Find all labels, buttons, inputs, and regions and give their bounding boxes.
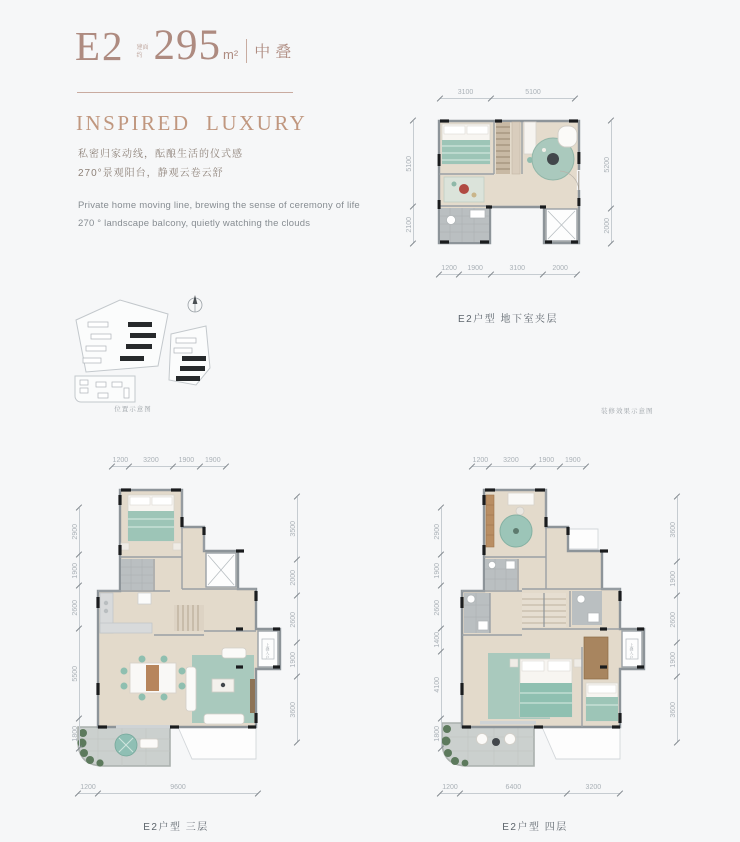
dim-label: 1900 (670, 571, 677, 587)
dim-label: 1900 (467, 265, 483, 272)
dim-segment (597, 121, 612, 209)
site-plan-caption: 位置示意图 (114, 406, 152, 413)
bathroom (121, 559, 153, 590)
compass-icon (188, 295, 202, 312)
intro-en-line1: Private home moving line, brewing the sense of ceremony of life (78, 200, 360, 211)
render-note: 装修效果示意图 (601, 408, 654, 415)
intro-en-line2: 270 ° landscape balcony, quietly watching the clouds (78, 218, 311, 229)
fourth-dims-top (472, 455, 586, 467)
fourth-dims-right (663, 497, 678, 742)
dim-label: 1200 (112, 457, 129, 464)
dim-label: 2600 (290, 611, 297, 628)
dim-label: 2900 (72, 523, 79, 540)
dim-segment (283, 643, 298, 677)
dim-segment (663, 562, 678, 596)
dim-label: 1800 (72, 725, 79, 742)
dim-segment (543, 263, 577, 275)
dim-label: 1200 (442, 784, 458, 791)
dim-label: 2000 (290, 570, 297, 586)
stack-type-tag: 中叠 (254, 44, 297, 61)
dim-segment (200, 455, 226, 467)
third-dims-top (112, 455, 226, 467)
basement-dims-right (597, 121, 612, 243)
dim-segment (129, 455, 173, 467)
entry-elevator (258, 631, 278, 667)
dim-segment (283, 596, 298, 643)
elevator (546, 209, 577, 241)
upper-elevator (206, 553, 236, 587)
third-dims-left (65, 508, 80, 748)
dim-label: 2600 (670, 611, 677, 628)
dim-segment (65, 586, 80, 628)
intro-heading: INSPIRED LUXURY (76, 111, 308, 135)
floorplan-fourth-graphic (438, 487, 678, 771)
basement-dims-top (440, 87, 575, 99)
header-separator (246, 39, 247, 63)
dim-label: 1800 (434, 725, 441, 742)
dim-segment (399, 121, 414, 207)
dim-segment (427, 629, 442, 652)
entry-elevator (622, 631, 642, 667)
dim-segment (112, 455, 129, 467)
third-dims-right (283, 497, 298, 742)
dim-label: 3200 (585, 784, 602, 791)
dim-segment (489, 455, 533, 467)
dim-label: 1900 (72, 563, 79, 579)
fourth-dims-bottom (440, 782, 620, 794)
dim-segment (65, 508, 80, 555)
dim-segment (460, 782, 567, 794)
dim-segment (472, 455, 489, 467)
sofa (558, 126, 577, 147)
dim-label: 2600 (72, 599, 79, 616)
lower-patio (178, 727, 256, 759)
dim-segment (439, 263, 459, 275)
dim-label: 4100 (434, 677, 441, 693)
area-unit: m² (223, 47, 239, 62)
dim-label: 1900 (538, 457, 555, 464)
sliding-door (480, 721, 536, 724)
fourth-caption: E2户型 四层 (502, 822, 568, 833)
floorplan-third-graphic (74, 487, 314, 771)
dim-label: 1900 (290, 652, 297, 668)
dim-label: 3600 (670, 521, 677, 538)
third-caption: E2户型 三层 (143, 822, 209, 833)
dim-segment (440, 87, 491, 99)
dim-label: 3500 (290, 520, 297, 537)
staircase (496, 122, 510, 174)
lower-patio (542, 727, 620, 759)
dim-label: 3600 (670, 701, 677, 718)
second-bed (586, 683, 618, 721)
dim-segment (427, 586, 442, 628)
dim-segment (663, 497, 678, 562)
floorplan-basement-graphic (436, 114, 582, 248)
dim-label: 1400 (434, 632, 441, 649)
dim-label: 1900 (565, 457, 581, 464)
dim-label: 5100 (406, 156, 413, 172)
dim-segment (491, 87, 575, 99)
dim-segment (427, 652, 442, 719)
dim-label: 3200 (503, 457, 519, 464)
dim-segment (427, 719, 442, 748)
dim-segment (65, 555, 80, 586)
basement-dims-bottom (439, 263, 577, 275)
dim-segment (283, 560, 298, 596)
basement-dims-left (399, 121, 414, 243)
dim-segment (663, 596, 678, 643)
dim-label: 1900 (434, 563, 441, 579)
master-bed (488, 653, 582, 719)
area-prefix: 建面约 (136, 45, 149, 59)
area-value: 295 (153, 22, 222, 70)
dim-label: 5200 (604, 157, 611, 173)
site-plan-graphic (58, 292, 208, 400)
living-set (186, 648, 255, 724)
dim-label: 9600 (170, 784, 186, 791)
sliding-door (116, 725, 172, 728)
dim-label: 3200 (143, 457, 159, 464)
dim-label: 5500 (72, 665, 79, 682)
bed (442, 124, 490, 164)
elevator-label: 上叠入户 (629, 642, 635, 660)
dim-label: 2100 (406, 217, 413, 233)
staircase (522, 593, 566, 627)
third-dims-bottom (78, 782, 258, 794)
dim-segment (663, 677, 678, 742)
dim-segment (283, 677, 298, 742)
fourth-dims-left (427, 508, 442, 748)
dim-segment (427, 555, 442, 586)
dim-label: 6400 (505, 784, 522, 791)
dim-label: 1900 (178, 457, 195, 464)
unit-name: E2 (75, 23, 125, 69)
dim-label: 2000 (552, 265, 568, 272)
dim-segment (663, 643, 678, 677)
dim-segment (173, 455, 199, 467)
dim-segment (78, 782, 98, 794)
dim-segment (283, 497, 298, 560)
dim-segment (567, 782, 620, 794)
cabinet (512, 122, 520, 174)
dim-label: 3100 (457, 89, 474, 96)
dim-segment (459, 263, 491, 275)
basement-caption: E2户型 地下室夹层 (457, 314, 559, 325)
dim-segment (533, 455, 559, 467)
staircase (174, 605, 204, 631)
dim-label: 3100 (509, 265, 526, 272)
dim-segment (65, 719, 80, 748)
dim-label: 2000 (604, 218, 611, 234)
dim-segment (597, 209, 612, 243)
header-divider (77, 92, 293, 93)
dim-label: 1200 (80, 784, 96, 791)
dim-segment (98, 782, 258, 794)
dim-label: 1200 (441, 265, 457, 272)
dim-label: 5100 (525, 89, 541, 96)
dim-label: 2900 (434, 523, 441, 540)
intro-zh-line1: 私密归家动线，酝酿生活的仪式感 (78, 149, 243, 160)
tv-cabinet (250, 679, 255, 713)
dim-label: 3600 (290, 701, 297, 718)
dim-label: 1900 (670, 652, 677, 668)
dim-label: 1900 (205, 457, 221, 464)
art-rug (444, 177, 484, 202)
elevator-label: 上叠入户 (265, 642, 271, 660)
dim-segment (427, 508, 442, 555)
dim-label: 1200 (472, 457, 489, 464)
intro-zh-line2: 270°景观阳台，静观云卷云舒 (78, 168, 224, 179)
wardrobe (584, 637, 608, 679)
dim-label: 2600 (434, 599, 441, 616)
study (486, 493, 534, 547)
dim-segment (440, 782, 460, 794)
dim-segment (65, 629, 80, 719)
dim-segment (491, 263, 543, 275)
unit-header (75, 22, 297, 70)
dim-segment (399, 207, 414, 243)
dim-segment (560, 455, 586, 467)
